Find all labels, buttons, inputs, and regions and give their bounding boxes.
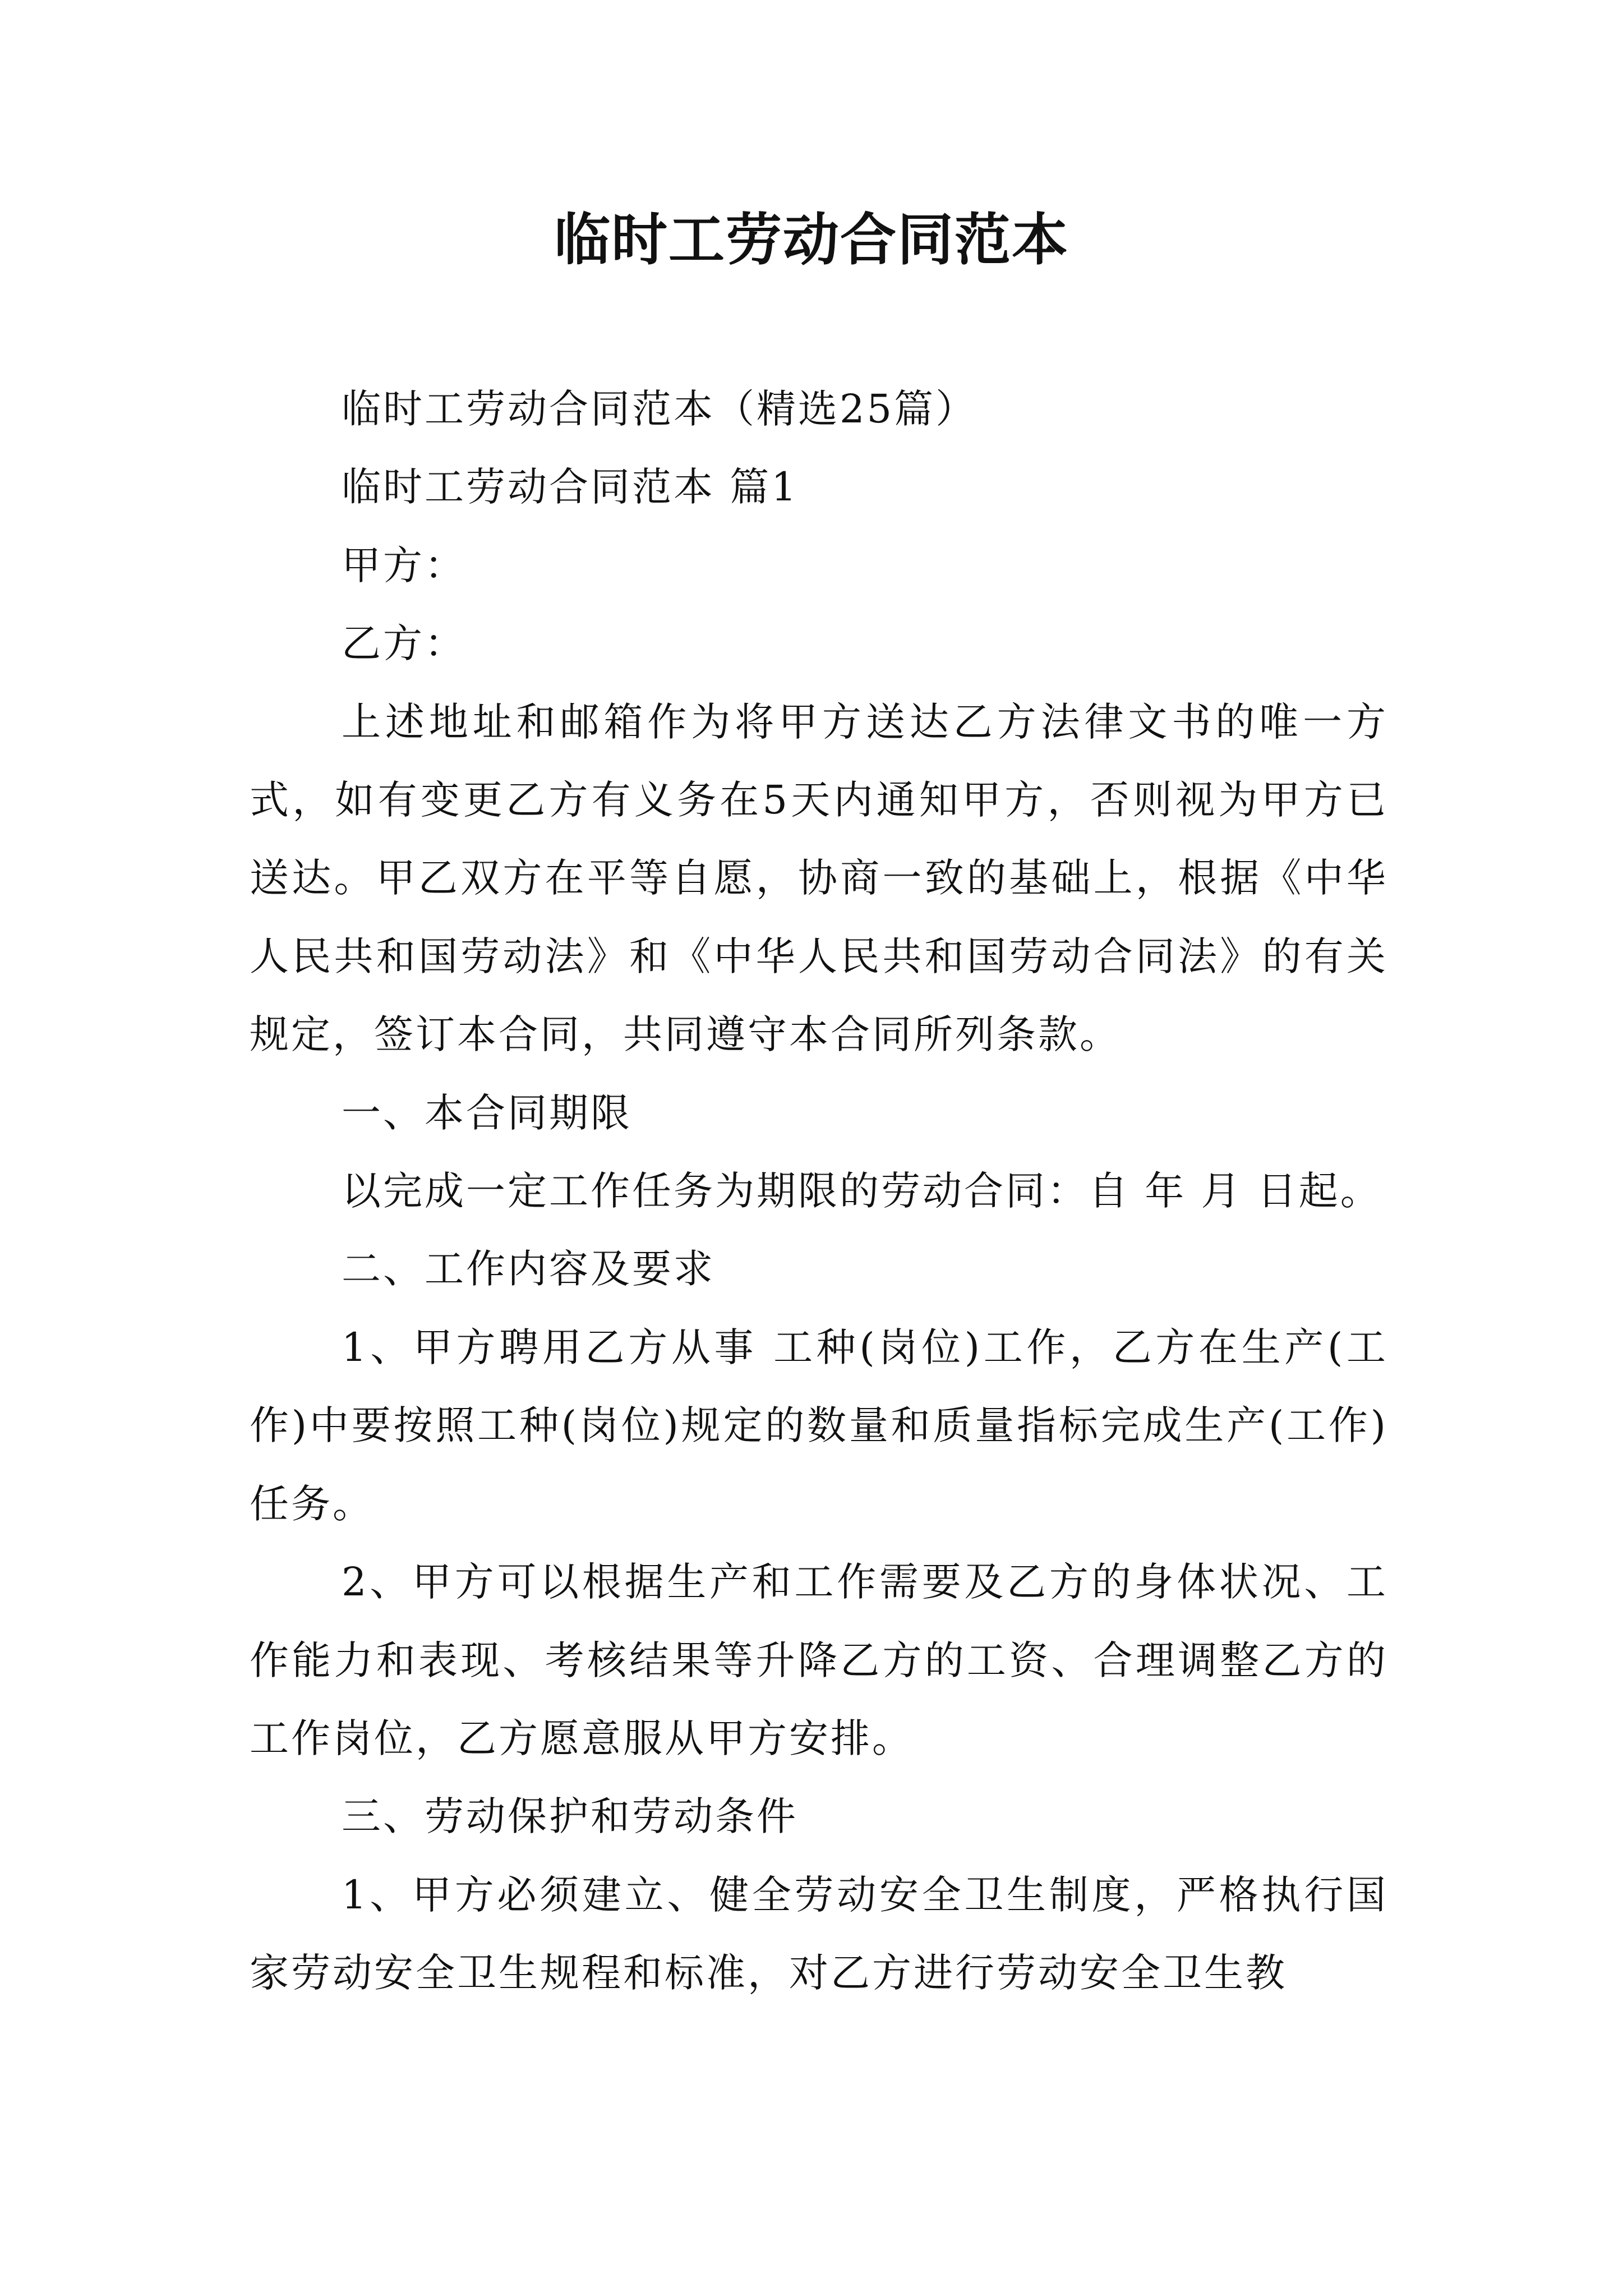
section-heading-work: 二、工作内容及要求 (342, 1246, 715, 1292)
paragraph-work-2: 2、甲方可以根据生产和工作需要及乙方的身体状况、工作能力和表现、考核结果等升降乙方的工资、合理调整乙方的工作岗位，乙方愿意服从甲方安排。 (250, 1559, 1388, 1761)
section-heading-term: 一、本合同期限 (342, 1089, 632, 1136)
paragraph-party-b: 乙方： (342, 620, 466, 667)
paragraph-party-a: 甲方： (342, 542, 466, 588)
section-heading-protection: 三、劳动保护和劳动条件 (342, 1793, 798, 1840)
paragraph-work-1: 1、甲方聘用乙方从事 工种(岗位)工作，乙方在生产(工作)中要按照工种(岗位)规定的数量和质量指标完成生产(工作)任务。 (250, 1324, 1388, 1527)
document-body (250, 370, 1388, 2013)
paragraph-subtitle: 临时工劳动合同范本（精选25篇） (342, 386, 978, 432)
paragraph-preamble: 上述地址和邮箱作为将甲方送达乙方法律文书的唯一方式，如有变更乙方有义务在5天内通知甲方，否则视为甲方已送达。甲乙双方在平等自愿，协商一致的基础上，根据《中华人民共和国劳动法》和《中华人民共和国劳动合同法》的有关规定，签订本合同，共同遵守本合同所列条款。 (250, 698, 1388, 1058)
document-title: 临时工劳动合同范本 (554, 206, 1069, 273)
paragraph-protection-1: 1、甲方必须建立、健全劳动安全卫生制度，严格执行国家劳动安全卫生规程和标准，对乙方进行劳动安全卫生教 (250, 1871, 1388, 1996)
paragraph-term: 以完成一定工作任务为期限的劳动合同：自 年 月 日起。 (342, 1168, 1382, 1214)
paragraph-chapter-heading: 临时工劳动合同范本 篇1 (342, 464, 799, 510)
